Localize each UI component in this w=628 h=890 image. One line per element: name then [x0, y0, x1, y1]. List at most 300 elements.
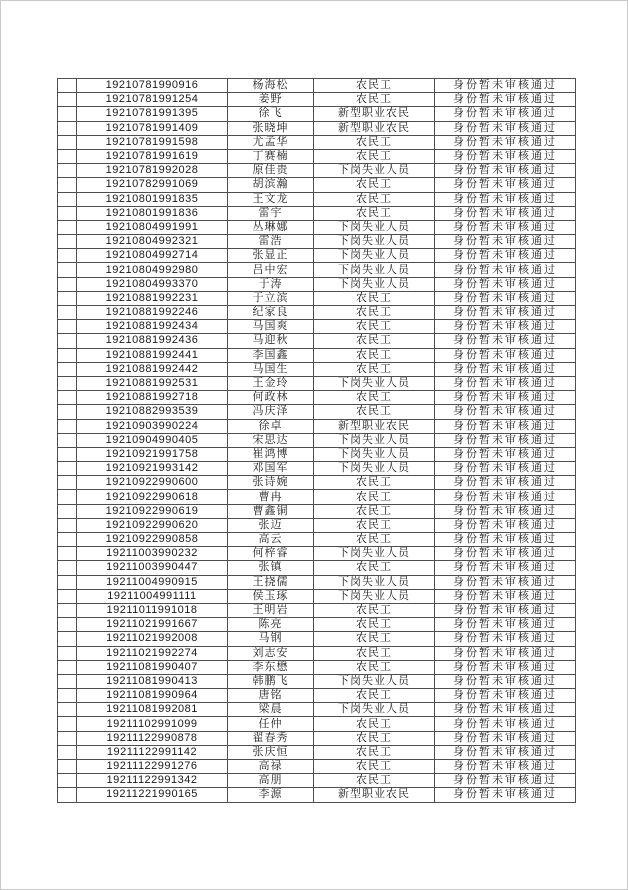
table-row [58, 135, 576, 149]
id-cell: 19211081990413 [77, 674, 228, 688]
name-cell: 邓国军 [228, 462, 314, 476]
id-cell: 19210881992246 [77, 306, 228, 320]
category-cell: 下岗失业人员 [314, 263, 435, 277]
status-cell: 身份暂未审核通过 [435, 533, 576, 547]
row-spacer-cell [58, 689, 77, 703]
table-body [58, 79, 576, 803]
row-spacer-cell [58, 547, 77, 561]
row-spacer-cell [58, 476, 77, 490]
name-cell: 姜野 [228, 93, 314, 107]
status-cell: 身份暂未审核通过 [435, 376, 576, 390]
id-cell: 19211081992081 [77, 703, 228, 717]
row-spacer-cell [58, 433, 77, 447]
row-spacer-cell [58, 149, 77, 163]
id-cell: 19211081990964 [77, 689, 228, 703]
status-cell: 身份暂未审核通过 [435, 660, 576, 674]
category-cell: 农民工 [314, 206, 435, 220]
category-cell: 下岗失业人员 [314, 462, 435, 476]
name-cell: 崔鸿博 [228, 447, 314, 461]
table-row [58, 235, 576, 249]
name-cell: 陈亮 [228, 618, 314, 632]
id-cell: 19210782991069 [77, 178, 228, 192]
status-cell: 身份暂未审核通过 [435, 646, 576, 660]
table-row [58, 703, 576, 717]
category-cell: 农民工 [314, 760, 435, 774]
status-cell: 身份暂未审核通过 [435, 462, 576, 476]
category-cell: 农民工 [314, 362, 435, 376]
table-row [58, 263, 576, 277]
category-cell: 新型职业农民 [314, 788, 435, 802]
status-cell: 身份暂未审核通过 [435, 689, 576, 703]
id-cell: 19210781991409 [77, 121, 228, 135]
status-cell: 身份暂未审核通过 [435, 618, 576, 632]
category-cell: 农民工 [314, 660, 435, 674]
category-cell: 下岗失业人员 [314, 249, 435, 263]
table-row [58, 490, 576, 504]
name-cell: 宋思达 [228, 433, 314, 447]
name-cell: 冯庆泽 [228, 405, 314, 419]
id-cell: 19211122991342 [77, 774, 228, 788]
id-cell: 19210781991598 [77, 135, 228, 149]
name-cell: 唐铭 [228, 689, 314, 703]
category-cell: 农民工 [314, 632, 435, 646]
id-cell: 19210922990858 [77, 533, 228, 547]
row-spacer-cell [58, 334, 77, 348]
row-spacer-cell [58, 774, 77, 788]
row-spacer-cell [58, 518, 77, 532]
category-cell: 农民工 [314, 149, 435, 163]
row-spacer-cell [58, 178, 77, 192]
table-row [58, 504, 576, 518]
name-cell: 马国生 [228, 362, 314, 376]
row-spacer-cell [58, 589, 77, 603]
row-spacer-cell [58, 504, 77, 518]
table-row [58, 334, 576, 348]
table-row [58, 79, 576, 93]
name-cell: 胡滨瀚 [228, 178, 314, 192]
row-spacer-cell [58, 632, 77, 646]
table-row [58, 632, 576, 646]
name-cell: 于涛 [228, 277, 314, 291]
row-spacer-cell [58, 135, 77, 149]
table-row [58, 178, 576, 192]
status-cell: 身份暂未审核通过 [435, 107, 576, 121]
id-cell: 19211021992274 [77, 646, 228, 660]
name-cell: 韩鹏飞 [228, 674, 314, 688]
id-cell: 19210801991836 [77, 206, 228, 220]
row-spacer-cell [58, 674, 77, 688]
id-cell: 19210921993142 [77, 462, 228, 476]
category-cell: 农民工 [314, 490, 435, 504]
status-cell: 身份暂未审核通过 [435, 433, 576, 447]
category-cell: 新型职业农民 [314, 419, 435, 433]
name-cell: 侯玉琢 [228, 589, 314, 603]
status-cell: 身份暂未审核通过 [435, 774, 576, 788]
status-cell: 身份暂未审核通过 [435, 674, 576, 688]
status-cell: 身份暂未审核通过 [435, 703, 576, 717]
row-spacer-cell [58, 462, 77, 476]
status-cell: 身份暂未审核通过 [435, 731, 576, 745]
table-row [58, 320, 576, 334]
table-row [58, 306, 576, 320]
name-cell: 张迈 [228, 518, 314, 532]
name-cell: 曹冉 [228, 490, 314, 504]
status-cell: 身份暂未审核通过 [435, 447, 576, 461]
row-spacer-cell [58, 206, 77, 220]
table-row [58, 774, 576, 788]
status-cell: 身份暂未审核通过 [435, 717, 576, 731]
category-cell: 农民工 [314, 533, 435, 547]
id-cell: 19210881992434 [77, 320, 228, 334]
status-cell: 身份暂未审核通过 [435, 320, 576, 334]
id-cell: 19210804992714 [77, 249, 228, 263]
table-row [58, 603, 576, 617]
id-cell: 19210781992028 [77, 164, 228, 178]
name-cell: 高禄 [228, 760, 314, 774]
status-cell: 身份暂未审核通过 [435, 391, 576, 405]
id-cell: 19211122991276 [77, 760, 228, 774]
name-cell: 张镇 [228, 561, 314, 575]
row-spacer-cell [58, 603, 77, 617]
applicant-status-table [57, 78, 576, 803]
category-cell: 下岗失业人员 [314, 433, 435, 447]
id-cell: 19210881992442 [77, 362, 228, 376]
status-cell: 身份暂未审核通过 [435, 518, 576, 532]
table-row [58, 419, 576, 433]
category-cell: 农民工 [314, 79, 435, 93]
category-cell: 农民工 [314, 320, 435, 334]
status-cell: 身份暂未审核通过 [435, 249, 576, 263]
row-spacer-cell [58, 490, 77, 504]
name-cell: 徐卓 [228, 419, 314, 433]
name-cell: 雷浩 [228, 235, 314, 249]
row-spacer-cell [58, 277, 77, 291]
id-cell: 19210804993370 [77, 277, 228, 291]
row-spacer-cell [58, 660, 77, 674]
row-spacer-cell [58, 263, 77, 277]
category-cell: 农民工 [314, 518, 435, 532]
status-cell: 身份暂未审核通过 [435, 263, 576, 277]
id-cell: 19211011991018 [77, 603, 228, 617]
id-cell: 19211081990407 [77, 660, 228, 674]
id-cell: 19210881992441 [77, 348, 228, 362]
row-spacer-cell [58, 391, 77, 405]
name-cell: 王明岩 [228, 603, 314, 617]
category-cell: 下岗失业人员 [314, 703, 435, 717]
table-row [58, 433, 576, 447]
status-cell: 身份暂未审核通过 [435, 476, 576, 490]
name-cell: 何政林 [228, 391, 314, 405]
row-spacer-cell [58, 745, 77, 759]
category-cell: 农民工 [314, 774, 435, 788]
id-cell: 19210903990224 [77, 419, 228, 433]
status-cell: 身份暂未审核通过 [435, 745, 576, 759]
row-spacer-cell [58, 235, 77, 249]
name-cell: 吕中宏 [228, 263, 314, 277]
table-row [58, 561, 576, 575]
category-cell: 农民工 [314, 561, 435, 575]
id-cell: 19211003990232 [77, 547, 228, 561]
category-cell: 下岗失业人员 [314, 235, 435, 249]
status-cell: 身份暂未审核通过 [435, 348, 576, 362]
name-cell: 尤孟华 [228, 135, 314, 149]
table-row [58, 206, 576, 220]
status-cell: 身份暂未审核通过 [435, 164, 576, 178]
row-spacer-cell [58, 79, 77, 93]
id-cell: 19210781991619 [77, 149, 228, 163]
status-cell: 身份暂未审核通过 [435, 121, 576, 135]
category-cell: 农民工 [314, 745, 435, 759]
table-row [58, 575, 576, 589]
id-cell: 19210922990619 [77, 504, 228, 518]
id-cell: 19211021991667 [77, 618, 228, 632]
id-cell: 19210881992531 [77, 376, 228, 390]
table-row [58, 447, 576, 461]
id-cell: 19210881992231 [77, 291, 228, 305]
status-cell: 身份暂未审核通过 [435, 788, 576, 802]
id-cell: 19210781991395 [77, 107, 228, 121]
id-cell: 19210804992980 [77, 263, 228, 277]
row-spacer-cell [58, 405, 77, 419]
table-row [58, 533, 576, 547]
category-cell: 下岗失业人员 [314, 277, 435, 291]
row-spacer-cell [58, 731, 77, 745]
row-spacer-cell [58, 575, 77, 589]
status-cell: 身份暂未审核通过 [435, 178, 576, 192]
category-cell: 农民工 [314, 717, 435, 731]
name-cell: 王文龙 [228, 192, 314, 206]
status-cell: 身份暂未审核通过 [435, 561, 576, 575]
name-cell: 马钢 [228, 632, 314, 646]
id-cell: 19211004991111 [77, 589, 228, 603]
row-spacer-cell [58, 646, 77, 660]
id-cell: 19210881992718 [77, 391, 228, 405]
category-cell: 农民工 [314, 291, 435, 305]
table-row [58, 291, 576, 305]
category-cell: 下岗失业人员 [314, 547, 435, 561]
table-row [58, 745, 576, 759]
id-cell: 19210904990405 [77, 433, 228, 447]
status-cell: 身份暂未审核通过 [435, 220, 576, 234]
row-spacer-cell [58, 362, 77, 376]
table-row [58, 646, 576, 660]
row-spacer-cell [58, 618, 77, 632]
row-spacer-cell [58, 561, 77, 575]
name-cell: 张诗婉 [228, 476, 314, 490]
name-cell: 刘志安 [228, 646, 314, 660]
row-spacer-cell [58, 348, 77, 362]
table-row [58, 462, 576, 476]
category-cell: 下岗失业人员 [314, 674, 435, 688]
status-cell: 身份暂未审核通过 [435, 334, 576, 348]
row-spacer-cell [58, 164, 77, 178]
category-cell: 农民工 [314, 405, 435, 419]
status-cell: 身份暂未审核通过 [435, 192, 576, 206]
table-row [58, 107, 576, 121]
name-cell: 张显正 [228, 249, 314, 263]
category-cell: 农民工 [314, 348, 435, 362]
table-row [58, 93, 576, 107]
row-spacer-cell [58, 703, 77, 717]
status-cell: 身份暂未审核通过 [435, 405, 576, 419]
category-cell: 下岗失业人员 [314, 164, 435, 178]
row-spacer-cell [58, 760, 77, 774]
name-cell: 马国爽 [228, 320, 314, 334]
table-row [58, 391, 576, 405]
id-cell: 19211003990447 [77, 561, 228, 575]
table-row [58, 362, 576, 376]
row-spacer-cell [58, 306, 77, 320]
table-row [58, 220, 576, 234]
status-cell: 身份暂未审核通过 [435, 79, 576, 93]
name-cell: 任仲 [228, 717, 314, 731]
row-spacer-cell [58, 121, 77, 135]
status-cell: 身份暂未审核通过 [435, 306, 576, 320]
category-cell: 农民工 [314, 689, 435, 703]
category-cell: 农民工 [314, 476, 435, 490]
name-cell: 翟春秀 [228, 731, 314, 745]
name-cell: 雷宇 [228, 206, 314, 220]
name-cell: 纪家良 [228, 306, 314, 320]
status-cell: 身份暂未审核通过 [435, 235, 576, 249]
status-cell: 身份暂未审核通过 [435, 490, 576, 504]
row-spacer-cell [58, 788, 77, 802]
row-spacer-cell [58, 717, 77, 731]
category-cell: 农民工 [314, 504, 435, 518]
name-cell: 马迎秋 [228, 334, 314, 348]
status-cell: 身份暂未审核通过 [435, 362, 576, 376]
status-cell: 身份暂未审核通过 [435, 291, 576, 305]
name-cell: 张庆恒 [228, 745, 314, 759]
status-cell: 身份暂未审核通过 [435, 206, 576, 220]
table-row [58, 348, 576, 362]
name-cell: 李源 [228, 788, 314, 802]
table-row [58, 405, 576, 419]
category-cell: 下岗失业人员 [314, 575, 435, 589]
table-row [58, 277, 576, 291]
category-cell: 农民工 [314, 646, 435, 660]
category-cell: 农民工 [314, 618, 435, 632]
table-row [58, 164, 576, 178]
table-row [58, 547, 576, 561]
table-row [58, 518, 576, 532]
category-cell: 新型职业农民 [314, 121, 435, 135]
name-cell: 高云 [228, 533, 314, 547]
table-row [58, 249, 576, 263]
id-cell: 19210781990916 [77, 79, 228, 93]
status-cell: 身份暂未审核通过 [435, 277, 576, 291]
id-cell: 19210921991758 [77, 447, 228, 461]
table-row [58, 618, 576, 632]
category-cell: 新型职业农民 [314, 107, 435, 121]
row-spacer-cell [58, 192, 77, 206]
name-cell: 高朋 [228, 774, 314, 788]
name-cell: 何梓睿 [228, 547, 314, 561]
name-cell: 王金玲 [228, 376, 314, 390]
id-cell: 19211122991142 [77, 745, 228, 759]
category-cell: 农民工 [314, 93, 435, 107]
row-spacer-cell [58, 93, 77, 107]
name-cell: 梁晨 [228, 703, 314, 717]
status-cell: 身份暂未审核通过 [435, 419, 576, 433]
table-row [58, 731, 576, 745]
status-cell: 身份暂未审核通过 [435, 589, 576, 603]
table-row [58, 192, 576, 206]
category-cell: 下岗失业人员 [314, 376, 435, 390]
status-cell: 身份暂未审核通过 [435, 603, 576, 617]
category-cell: 农民工 [314, 306, 435, 320]
table-row [58, 788, 576, 802]
name-cell: 徐飞 [228, 107, 314, 121]
table-row [58, 674, 576, 688]
name-cell: 王挠儒 [228, 575, 314, 589]
name-cell: 于立滨 [228, 291, 314, 305]
id-cell: 19210922990618 [77, 490, 228, 504]
name-cell: 李东懋 [228, 660, 314, 674]
row-spacer-cell [58, 291, 77, 305]
row-spacer-cell [58, 533, 77, 547]
row-spacer-cell [58, 419, 77, 433]
name-cell: 杨海松 [228, 79, 314, 93]
table-row [58, 121, 576, 135]
name-cell: 李国鑫 [228, 348, 314, 362]
row-spacer-cell [58, 107, 77, 121]
status-cell: 身份暂未审核通过 [435, 760, 576, 774]
name-cell: 丛琳娜 [228, 220, 314, 234]
name-cell: 丁赛楠 [228, 149, 314, 163]
category-cell: 农民工 [314, 178, 435, 192]
id-cell: 19211102991099 [77, 717, 228, 731]
category-cell: 农民工 [314, 135, 435, 149]
status-cell: 身份暂未审核通过 [435, 632, 576, 646]
id-cell: 19211021992008 [77, 632, 228, 646]
name-cell: 原佳贵 [228, 164, 314, 178]
table-row [58, 689, 576, 703]
table-row [58, 660, 576, 674]
table-row [58, 376, 576, 390]
status-cell: 身份暂未审核通过 [435, 504, 576, 518]
category-cell: 农民工 [314, 731, 435, 745]
category-cell: 下岗失业人员 [314, 220, 435, 234]
category-cell: 下岗失业人员 [314, 447, 435, 461]
id-cell: 19210804991991 [77, 220, 228, 234]
status-cell: 身份暂未审核通过 [435, 93, 576, 107]
id-cell: 19210881992436 [77, 334, 228, 348]
name-cell: 张晓坤 [228, 121, 314, 135]
category-cell: 农民工 [314, 603, 435, 617]
id-cell: 19210801991835 [77, 192, 228, 206]
id-cell: 19210781991254 [77, 93, 228, 107]
status-cell: 身份暂未审核通过 [435, 547, 576, 561]
id-cell: 19210882993539 [77, 405, 228, 419]
id-cell: 19210922990600 [77, 476, 228, 490]
table-row [58, 760, 576, 774]
table-row [58, 476, 576, 490]
status-cell: 身份暂未审核通过 [435, 149, 576, 163]
row-spacer-cell [58, 249, 77, 263]
table-row [58, 149, 576, 163]
category-cell: 农民工 [314, 192, 435, 206]
table-row [58, 589, 576, 603]
row-spacer-cell [58, 320, 77, 334]
id-cell: 19211004990915 [77, 575, 228, 589]
category-cell: 农民工 [314, 391, 435, 405]
status-cell: 身份暂未审核通过 [435, 135, 576, 149]
id-cell: 19211122990878 [77, 731, 228, 745]
status-cell: 身份暂未审核通过 [435, 575, 576, 589]
row-spacer-cell [58, 376, 77, 390]
category-cell: 下岗失业人员 [314, 589, 435, 603]
